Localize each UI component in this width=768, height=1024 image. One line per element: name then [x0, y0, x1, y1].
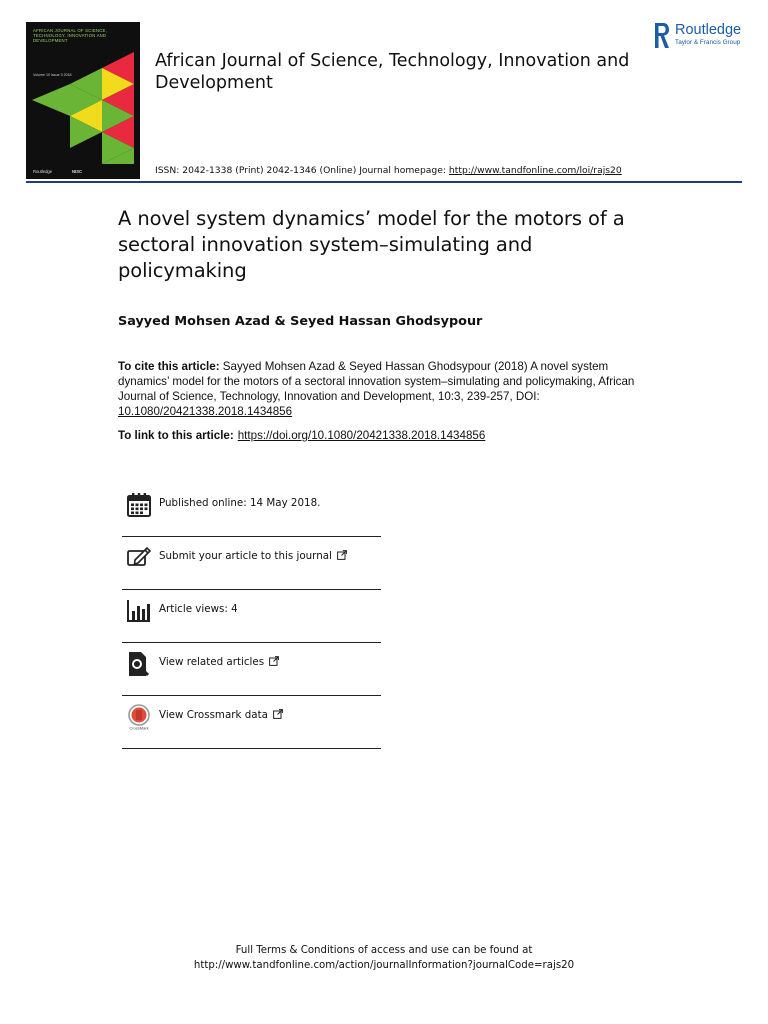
cover-title: AFRICAN JOURNAL OF SCIENCE, TECHNOLOGY, INNOVATION AND DEVELOPMENT: [33, 28, 107, 44]
citation-block: [118, 359, 643, 419]
external-link-icon: [337, 550, 347, 560]
journal-homepage-link[interactable]: http://www.tandfonline.com/loi/rajs20: [448, 165, 622, 176]
published-online-item: [122, 484, 381, 537]
related-articles-link[interactable]: [159, 656, 279, 668]
cover-triangle-art: [26, 22, 140, 179]
publisher-group: Taylor & Francis Group: [675, 39, 741, 46]
crossmark-item[interactable]: [122, 696, 381, 749]
issn-line: [155, 165, 622, 176]
citation-label: To cite this article:: [118, 360, 220, 373]
routledge-r-icon: [654, 22, 670, 49]
publisher-name: Routledge: [675, 22, 742, 38]
terms-text: Full Terms & Conditions of access and use can be found at: [235, 945, 533, 956]
submit-article-link[interactable]: [159, 550, 347, 562]
crossmark-label: View Crossmark data: [159, 709, 268, 721]
related-articles-label: View related articles: [159, 656, 265, 668]
article-views-item: [122, 590, 381, 643]
external-link-icon: [273, 709, 283, 719]
article-link-line: [118, 429, 485, 442]
edit-icon: [126, 545, 152, 571]
issn-text: ISSN: 2042-1338 (Print) 2042-1346 (Online) Journal homepage:: [155, 165, 449, 176]
bar-chart-icon: [126, 598, 152, 624]
svg-text:CrossMark: CrossMark: [129, 725, 149, 730]
article-doi-link[interactable]: https://doi.org/10.1080/20421338.2018.1434856: [237, 429, 486, 442]
header-divider: [26, 181, 742, 183]
published-online-text: Published online: 14 May 2018.: [159, 497, 321, 509]
crossmark-icon: [126, 704, 152, 730]
submit-article-item[interactable]: [122, 537, 381, 590]
journal-title: African Journal of Science, Technology, Innovation and Development: [155, 51, 630, 93]
submit-article-label: Submit your article to this journal: [159, 550, 332, 562]
calendar-icon: [126, 492, 152, 518]
citation-doi-link[interactable]: 10.1080/20421338.2018.1434856: [118, 405, 293, 418]
cover-partner: NISC: [72, 169, 83, 174]
cover-issue: Volume 10 Issue 3 2018: [33, 73, 72, 77]
article-info-list: [122, 484, 381, 749]
publisher-logo: [654, 22, 750, 52]
journal-cover: [26, 22, 140, 179]
external-link-icon: [269, 656, 279, 666]
cover-publisher: Routledge: [33, 169, 53, 174]
article-views-text: Article views: 4: [159, 603, 238, 615]
search-document-icon: [126, 651, 152, 677]
article-authors: Sayyed Mohsen Azad & Seyed Hassan Ghodsypour: [118, 314, 483, 329]
related-articles-item[interactable]: [122, 643, 381, 696]
article-link-label: To link to this article:: [118, 429, 234, 442]
citation-text: Sayyed Mohsen Azad & Seyed Hassan Ghodsypour (2018) A novel system dynamics’ model for the motors of a sectoral innovation system–simulating and policymaking, African Journal of Science, Technology, Innovation and Development, 10:3, 239-257, DOI:: [118, 360, 635, 403]
terms-url[interactable]: http://www.tandfonline.com/action/journalInformation?journalCode=rajs20: [193, 960, 575, 971]
terms-footer: [0, 943, 768, 973]
crossmark-link[interactable]: [159, 709, 283, 721]
article-title: A novel system dynamics’ model for the motors of a sectoral innovation system–simulating and policymaking: [118, 207, 625, 282]
